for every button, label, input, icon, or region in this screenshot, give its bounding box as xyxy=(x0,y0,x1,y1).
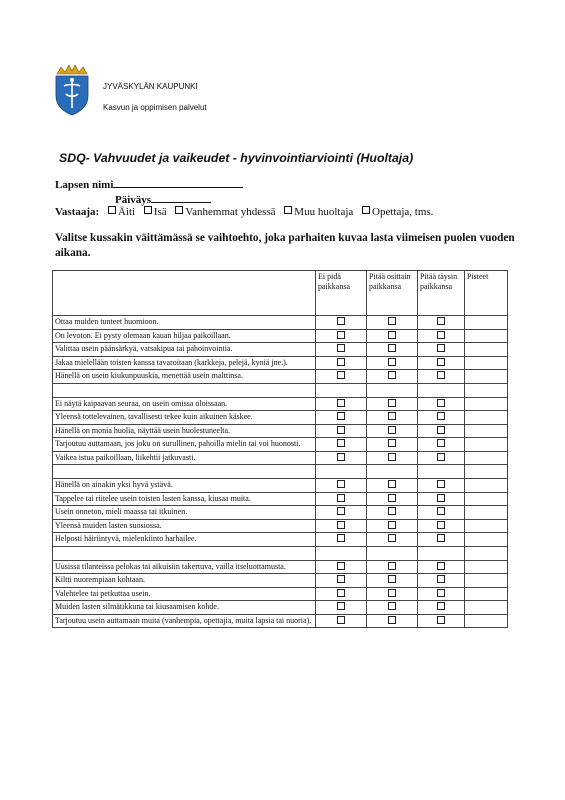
table-row xyxy=(53,601,508,615)
answer-cell xyxy=(418,601,465,615)
answer-checkbox[interactable] xyxy=(437,507,445,515)
organization-block xyxy=(103,76,207,118)
answer-cell xyxy=(418,397,465,411)
answer-cell xyxy=(367,614,418,628)
date-label: Päiväys xyxy=(115,194,152,206)
answer-cell xyxy=(367,587,418,601)
answer-cell xyxy=(316,424,367,438)
answer-checkbox[interactable] xyxy=(388,426,396,434)
answer-cell xyxy=(418,519,465,533)
answer-checkbox[interactable] xyxy=(388,439,396,447)
answer-cell xyxy=(316,519,367,533)
answer-cell xyxy=(367,560,418,574)
answer-cell xyxy=(418,560,465,574)
organization-name: JYVÄSKYLÄN KAUPUNKI xyxy=(103,82,198,91)
column-header: Pisteet xyxy=(465,271,508,316)
answer-checkbox[interactable] xyxy=(437,494,445,502)
answer-checkbox[interactable] xyxy=(437,589,445,597)
table-row xyxy=(53,329,508,343)
answer-cell xyxy=(367,343,418,357)
child-name-label: Lapsen nimi xyxy=(55,179,114,191)
answer-checkbox[interactable] xyxy=(388,480,396,488)
score-cell[interactable] xyxy=(465,397,508,411)
table-header-row xyxy=(53,271,508,316)
answer-cell xyxy=(418,411,465,425)
respondent-option[interactable]: Muu huoltaja xyxy=(284,206,353,218)
statement-text: Uusissa tilanteissa pelokas tai aikuisiin takertuva, vailla itseluottamusta. xyxy=(53,560,316,574)
answer-checkbox[interactable] xyxy=(388,344,396,352)
instructions: Valitse kussakin väittämässä se vaihtoehto, joka parhaiten kuvaa lasta viimeisen puolen vuoden aikana. xyxy=(55,232,515,259)
checkbox-icon xyxy=(362,206,370,214)
table-row xyxy=(53,519,508,533)
answer-checkbox[interactable] xyxy=(388,521,396,529)
statement-text: Hänellä on monia huolia, näyttää usein huolestuneelta. xyxy=(53,424,316,438)
table-row xyxy=(53,560,508,574)
empty-cell xyxy=(418,465,465,479)
answer-checkbox[interactable] xyxy=(437,399,445,407)
answer-cell xyxy=(367,519,418,533)
answer-cell xyxy=(316,356,367,370)
answer-checkbox[interactable] xyxy=(437,344,445,352)
answer-cell xyxy=(418,479,465,493)
answer-checkbox[interactable] xyxy=(437,534,445,542)
answer-cell xyxy=(418,587,465,601)
answer-cell xyxy=(367,397,418,411)
child-name-row xyxy=(55,178,243,191)
answer-cell xyxy=(367,424,418,438)
checkbox-icon xyxy=(108,206,116,214)
answer-checkbox[interactable] xyxy=(388,562,396,570)
department-name: Kasvun ja oppimisen palvelut xyxy=(103,103,207,112)
score-cell[interactable] xyxy=(465,356,508,370)
answer-checkbox[interactable] xyxy=(388,534,396,542)
answer-cell xyxy=(316,316,367,330)
answer-cell xyxy=(367,492,418,506)
answer-checkbox[interactable] xyxy=(337,344,345,352)
coat-of-arms-icon xyxy=(53,64,91,116)
empty-cell xyxy=(367,383,418,397)
answer-cell xyxy=(367,574,418,588)
answer-checkbox[interactable] xyxy=(337,534,345,542)
score-cell[interactable] xyxy=(465,560,508,574)
statement-text: Valehtelee tai petkuttaa usein. xyxy=(53,587,316,601)
questionnaire-table xyxy=(52,270,508,628)
answer-checkbox[interactable] xyxy=(388,494,396,502)
respondent-option[interactable]: Isä xyxy=(144,206,167,218)
answer-checkbox[interactable] xyxy=(437,412,445,420)
answer-checkbox[interactable] xyxy=(388,399,396,407)
answer-checkbox[interactable] xyxy=(388,616,396,624)
answer-cell xyxy=(367,506,418,520)
answer-cell xyxy=(418,438,465,452)
answer-checkbox[interactable] xyxy=(388,371,396,379)
answer-cell xyxy=(367,316,418,330)
answer-cell xyxy=(316,370,367,384)
answer-cell xyxy=(316,397,367,411)
answer-cell xyxy=(316,506,367,520)
answer-cell xyxy=(316,438,367,452)
column-header: Ei pidä paikkansa xyxy=(316,271,367,316)
answer-cell xyxy=(418,356,465,370)
answer-cell xyxy=(367,438,418,452)
statement-text: On levoton. Ei pysty olemaan kauan hiljaa paikoillaan. xyxy=(53,329,316,343)
answer-checkbox[interactable] xyxy=(388,412,396,420)
score-cell[interactable] xyxy=(465,329,508,343)
answer-cell xyxy=(418,506,465,520)
answer-checkbox[interactable] xyxy=(388,589,396,597)
table-row xyxy=(53,614,508,628)
answer-cell xyxy=(316,329,367,343)
answer-checkbox[interactable] xyxy=(337,494,345,502)
answer-checkbox[interactable] xyxy=(337,562,345,570)
answer-checkbox[interactable] xyxy=(388,602,396,610)
answer-checkbox[interactable] xyxy=(337,331,345,339)
empty-cell xyxy=(367,546,418,560)
answer-checkbox[interactable] xyxy=(437,439,445,447)
score-cell[interactable] xyxy=(465,601,508,615)
answer-checkbox[interactable] xyxy=(337,371,345,379)
answer-cell xyxy=(418,533,465,547)
answer-cell xyxy=(316,411,367,425)
answer-cell xyxy=(418,451,465,465)
answer-cell xyxy=(316,492,367,506)
score-cell[interactable] xyxy=(465,614,508,628)
answer-checkbox[interactable] xyxy=(337,358,345,366)
empty-cell xyxy=(316,546,367,560)
respondent-option[interactable]: Opettaja, tms. xyxy=(362,206,433,218)
statement-text: Muiden lasten silmätikkuna tai kiusaamisen kohde. xyxy=(53,601,316,615)
empty-cell xyxy=(53,546,316,560)
score-cell[interactable] xyxy=(465,370,508,384)
answer-cell xyxy=(316,479,367,493)
statement-text: Hänellä on ainakin yksi hyvä ystävä. xyxy=(53,479,316,493)
answer-checkbox[interactable] xyxy=(437,575,445,583)
answer-checkbox[interactable] xyxy=(437,371,445,379)
table-row xyxy=(53,574,508,588)
answer-cell xyxy=(418,424,465,438)
empty-cell xyxy=(465,383,508,397)
respondent-option[interactable]: Vanhemmat yhdessä xyxy=(175,206,275,218)
score-cell[interactable] xyxy=(465,316,508,330)
answer-cell xyxy=(418,329,465,343)
answer-cell xyxy=(316,533,367,547)
answer-checkbox[interactable] xyxy=(337,480,345,488)
answer-checkbox[interactable] xyxy=(388,575,396,583)
answer-checkbox[interactable] xyxy=(337,426,345,434)
score-cell[interactable] xyxy=(465,519,508,533)
score-cell[interactable] xyxy=(465,574,508,588)
answer-checkbox[interactable] xyxy=(337,399,345,407)
statement-text: Vaikea istua paikoillaan, liikehtii jatkuvasti. xyxy=(53,451,316,465)
answer-checkbox[interactable] xyxy=(337,453,345,461)
score-cell[interactable] xyxy=(465,533,508,547)
spacer-row xyxy=(53,546,508,560)
score-cell[interactable] xyxy=(465,411,508,425)
answer-cell xyxy=(367,451,418,465)
column-header: Pitää täysin paikkansa xyxy=(418,271,465,316)
statement-text: Yleensä muiden lasten suosiossa. xyxy=(53,519,316,533)
empty-cell xyxy=(465,546,508,560)
answer-checkbox[interactable] xyxy=(337,507,345,515)
answer-checkbox[interactable] xyxy=(437,521,445,529)
answer-cell xyxy=(418,370,465,384)
empty-cell xyxy=(316,383,367,397)
answer-checkbox[interactable] xyxy=(437,602,445,610)
table-row xyxy=(53,533,508,547)
statement-text: Tarjoutuu usein auttamaan muita (vanhempia, opettajia, muita lapsia tai nuoria). xyxy=(53,614,316,628)
answer-checkbox[interactable] xyxy=(437,317,445,325)
statement-text: Helposti häiriintyvä, mielenkiinto harhailee. xyxy=(53,533,316,547)
answer-checkbox[interactable] xyxy=(437,358,445,366)
respondent-label: Vastaaja: xyxy=(55,206,100,218)
answer-cell xyxy=(316,574,367,588)
checkbox-icon xyxy=(175,206,183,214)
column-header: Pitää osittain paikkansa xyxy=(367,271,418,316)
answer-cell xyxy=(316,560,367,574)
answer-cell xyxy=(418,574,465,588)
answer-checkbox[interactable] xyxy=(437,562,445,570)
answer-checkbox[interactable] xyxy=(337,602,345,610)
statement-text: Tarjoutuu auttamaan, jos joku on surullinen, pahoilla mielin tai voi huonosti. xyxy=(53,438,316,452)
score-cell[interactable] xyxy=(465,506,508,520)
answer-checkbox[interactable] xyxy=(437,616,445,624)
table-row xyxy=(53,479,508,493)
answer-cell xyxy=(367,601,418,615)
answer-cell xyxy=(418,492,465,506)
answer-checkbox[interactable] xyxy=(337,412,345,420)
empty-cell xyxy=(418,546,465,560)
answer-checkbox[interactable] xyxy=(337,317,345,325)
answer-cell xyxy=(367,356,418,370)
answer-cell xyxy=(316,451,367,465)
answer-cell xyxy=(316,587,367,601)
checkbox-icon xyxy=(284,206,292,214)
table-row xyxy=(53,343,508,357)
answer-cell xyxy=(418,343,465,357)
statement-text: Hänellä on usein kiukunpuuskia, menettää usein malttinsa. xyxy=(53,370,316,384)
statement-text: Tappelee tai riitelee usein toisten lasten kanssa, kiusaa muita. xyxy=(53,492,316,506)
answer-cell xyxy=(367,411,418,425)
statement-text: Jakaa mielellään toisten kanssa tavaroitaan (karkkeja, pelejä, kyniä jne.). xyxy=(53,356,316,370)
form-title: SDQ- Vahvuudet ja vaikeudet - hyvinvointiarviointi (Huoltaja) xyxy=(59,151,414,165)
answer-checkbox[interactable] xyxy=(437,453,445,461)
questionnaire-body xyxy=(53,316,508,628)
answer-checkbox[interactable] xyxy=(388,331,396,339)
statement-text: Yleensä tottelevainen, tavallisesti tekee kuin aikuinen käskee. xyxy=(53,411,316,425)
answer-checkbox[interactable] xyxy=(388,507,396,515)
statement-text: Ei näytä kaipaavan seuraa, on usein omissa oloissaan. xyxy=(53,397,316,411)
respondent-option[interactable]: Äiti xyxy=(108,206,135,218)
empty-cell xyxy=(53,383,316,397)
answer-checkbox[interactable] xyxy=(337,575,345,583)
score-cell[interactable] xyxy=(465,343,508,357)
spacer-row xyxy=(53,383,508,397)
answer-cell xyxy=(367,370,418,384)
table-row xyxy=(53,316,508,330)
respondent-row xyxy=(55,206,439,218)
answer-checkbox[interactable] xyxy=(337,589,345,597)
answer-checkbox[interactable] xyxy=(437,480,445,488)
answer-cell xyxy=(316,343,367,357)
answer-cell xyxy=(418,614,465,628)
table-row xyxy=(53,356,508,370)
date-row xyxy=(115,193,211,206)
empty-cell xyxy=(418,383,465,397)
answer-cell xyxy=(418,316,465,330)
statement-text: Ottaa muiden tunteet huomioon. xyxy=(53,316,316,330)
answer-checkbox[interactable] xyxy=(388,358,396,366)
table-row xyxy=(53,438,508,452)
statement-column-header xyxy=(53,271,316,316)
table-row xyxy=(53,411,508,425)
table-row xyxy=(53,397,508,411)
checkbox-icon xyxy=(144,206,152,214)
score-cell[interactable] xyxy=(465,492,508,506)
answer-checkbox[interactable] xyxy=(337,439,345,447)
answer-cell xyxy=(367,479,418,493)
statement-text: Valittaa usein päänsärkyä, vatsakipua tai pahoinvointia. xyxy=(53,343,316,357)
table-row xyxy=(53,587,508,601)
table-row xyxy=(53,492,508,506)
score-cell[interactable] xyxy=(465,451,508,465)
empty-cell xyxy=(465,465,508,479)
statement-text: Kiltti nuorempiaan kohtaan. xyxy=(53,574,316,588)
child-name-field[interactable] xyxy=(113,178,243,188)
table-row xyxy=(53,506,508,520)
answer-checkbox[interactable] xyxy=(337,616,345,624)
answer-checkbox[interactable] xyxy=(337,521,345,529)
answer-checkbox[interactable] xyxy=(388,317,396,325)
empty-cell xyxy=(316,465,367,479)
empty-cell xyxy=(53,465,316,479)
answer-cell xyxy=(367,329,418,343)
answer-checkbox[interactable] xyxy=(388,453,396,461)
statement-text: Usein onneton, mieli maassa tai itkuinen. xyxy=(53,506,316,520)
date-field[interactable] xyxy=(151,193,211,203)
answer-cell xyxy=(316,614,367,628)
score-cell[interactable] xyxy=(465,479,508,493)
table-row xyxy=(53,370,508,384)
empty-cell xyxy=(367,465,418,479)
score-cell[interactable] xyxy=(465,587,508,601)
table-row xyxy=(53,424,508,438)
table-row xyxy=(53,451,508,465)
answer-cell xyxy=(316,601,367,615)
score-cell[interactable] xyxy=(465,438,508,452)
answer-checkbox[interactable] xyxy=(437,426,445,434)
answer-cell xyxy=(367,533,418,547)
score-cell[interactable] xyxy=(465,424,508,438)
answer-checkbox[interactable] xyxy=(437,331,445,339)
spacer-row xyxy=(53,465,508,479)
